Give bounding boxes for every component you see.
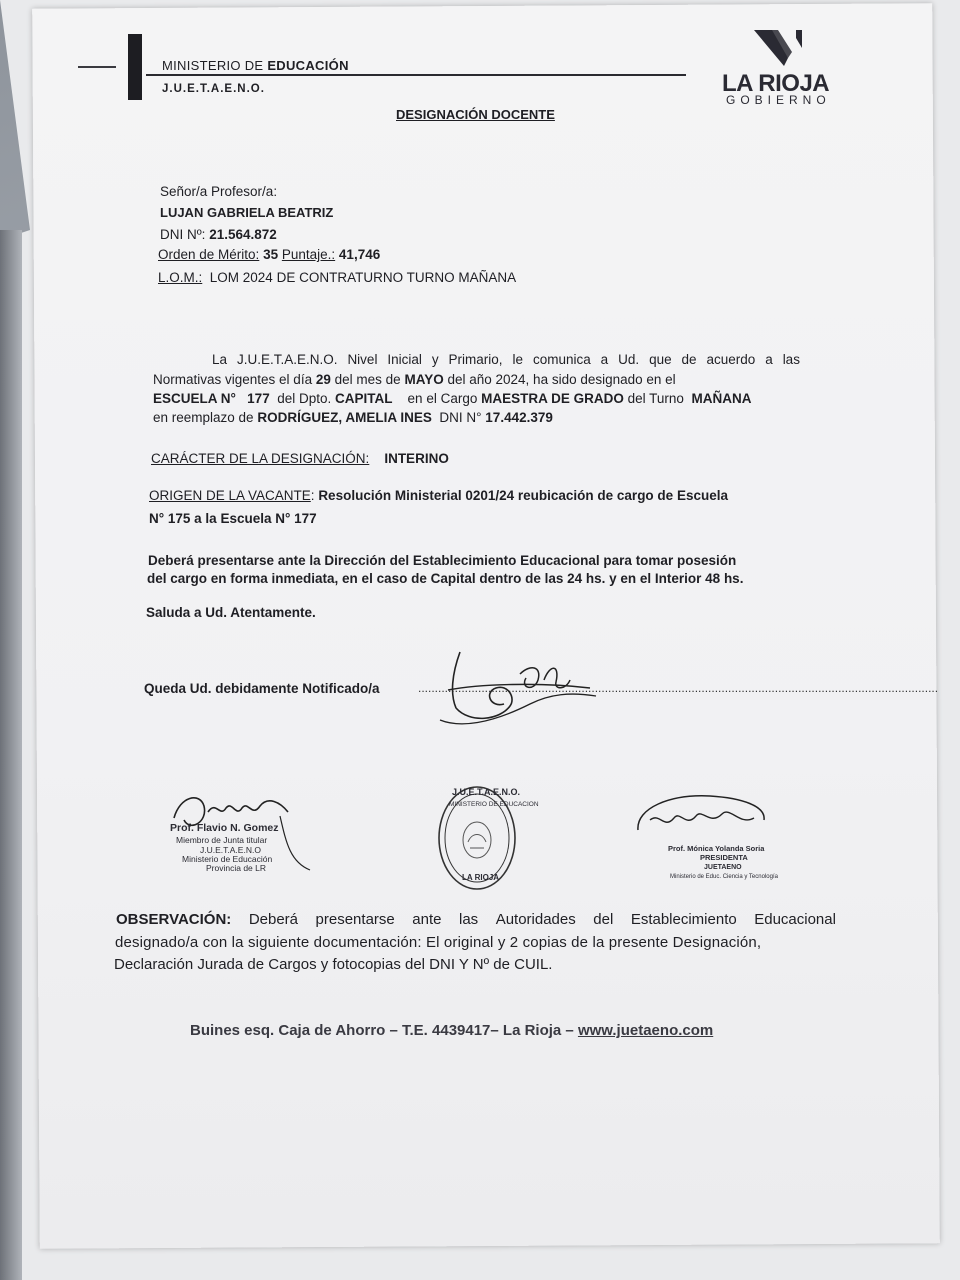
president-ministry: Ministerio de Educ. Ciencia y Tecnología [670, 874, 778, 880]
header-rule [146, 74, 686, 76]
body-line-3: ESCUELA N° 177 del Dpto. CAPITAL en el Cargo MAESTRA DE GRADO del Turno MAÑANA [153, 391, 752, 406]
body-line-1: La J.U.E.T.A.E.N.O. Nivel Inicial y Primario, le comunica a Ud. que de acuerdo a las [212, 352, 800, 367]
merit-line: Orden de Mérito: 35 Puntaje.: 41,746 [158, 247, 381, 262]
signature-dotted-line: ............................................................................................................................................................ [418, 681, 939, 695]
member-name: Prof. Flavio N. Gomez [170, 822, 279, 834]
instructions-line-2: del cargo en forma inmediata, en el caso de Capital dentro de las 24 hs. y en el Interior 48 hs. [147, 571, 744, 586]
president-org: JUETAENO [704, 864, 742, 871]
character-line: CARÁCTER DE LA DESIGNACIÓN: INTERINO [151, 451, 449, 466]
origin-line-1: ORIGEN DE LA VACANTE: Resolución Ministerial 0201/24 reubicación de cargo de Escuela [149, 488, 728, 503]
member-ministry: Ministerio de Educación [182, 854, 273, 864]
notified-label: Queda Ud. debidamente Notificado/a [144, 681, 380, 696]
president-role: PRESIDENTA [700, 853, 748, 862]
seal-ring-text: MINISTERIO DE EDUCACION [449, 801, 539, 808]
origin-line-2: N° 175 a la Escuela N° 177 [149, 511, 317, 526]
folder-edge [0, 230, 22, 1280]
header-dash [78, 66, 116, 68]
observation-line-2: designado/a con la siguiente documentación: El original y 2 copias de la presente Designación, [115, 934, 762, 951]
la-rioja-logo-icon [752, 28, 804, 68]
logo-subtitle: GOBIERNO [726, 93, 831, 107]
document-title: DESIGNACIÓN DOCENTE [396, 107, 555, 122]
seal-bottom-text: LA RIOJA [462, 873, 500, 882]
footer-address: Buines esq. Caja de Ahorro – T.E. 4439417– La Rioja – www.juetaeno.com [190, 1022, 714, 1039]
member-province: Provincia de LR [206, 863, 267, 873]
logo-title: LA RIOJA [722, 70, 830, 97]
president-name: Prof. Mónica Yolanda Soria [668, 844, 765, 853]
closing: Saluda a Ud. Atentamente. [146, 605, 316, 620]
recipient-name: LUJAN GABRIELA BEATRIZ [160, 205, 334, 220]
body-line-2: Normativas vigentes el día 29 del mes de MAYO del año 2024, ha sido designado en el [153, 372, 676, 387]
header-bar [128, 34, 142, 100]
president-signature [630, 790, 780, 850]
lom-line: L.O.M.: LOM 2024 DE CONTRATURNO TURNO MAÑANA [158, 270, 517, 285]
member-org: J.U.E.T.A.E.N.O [200, 845, 261, 855]
ministry-name: MINISTERIO DE EDUCACIÓN [162, 58, 349, 73]
dni-line: DNI Nº: 21.564.872 [160, 227, 277, 242]
member-role: Miembro de Junta titular [176, 835, 268, 845]
body-line-4: en reemplazo de RODRÍGUEZ, AMELIA INES DNI N° 17.442.379 [153, 410, 553, 425]
org-name: J.U.E.T.A.E.N.O. [162, 83, 265, 95]
salutation: Señor/a Profesor/a: [160, 184, 278, 199]
website-link[interactable]: www.juetaeno.com [577, 1022, 714, 1039]
seal-top-text: J.U.E.T.A.E.N.O. [452, 787, 521, 797]
observation-line-3: Declaración Jurada de Cargos y fotocopias del DNI Y Nº de CUIL. [114, 956, 553, 973]
recipient-signature [420, 644, 600, 732]
observation-line-1: OBSERVACIÓN: Deberá presentarse ante las Autoridades del Establecimiento Educacional [116, 911, 836, 928]
instructions-line-1: Deberá presentarse ante la Dirección del Establecimiento Educacional para tomar posesión [148, 553, 737, 568]
